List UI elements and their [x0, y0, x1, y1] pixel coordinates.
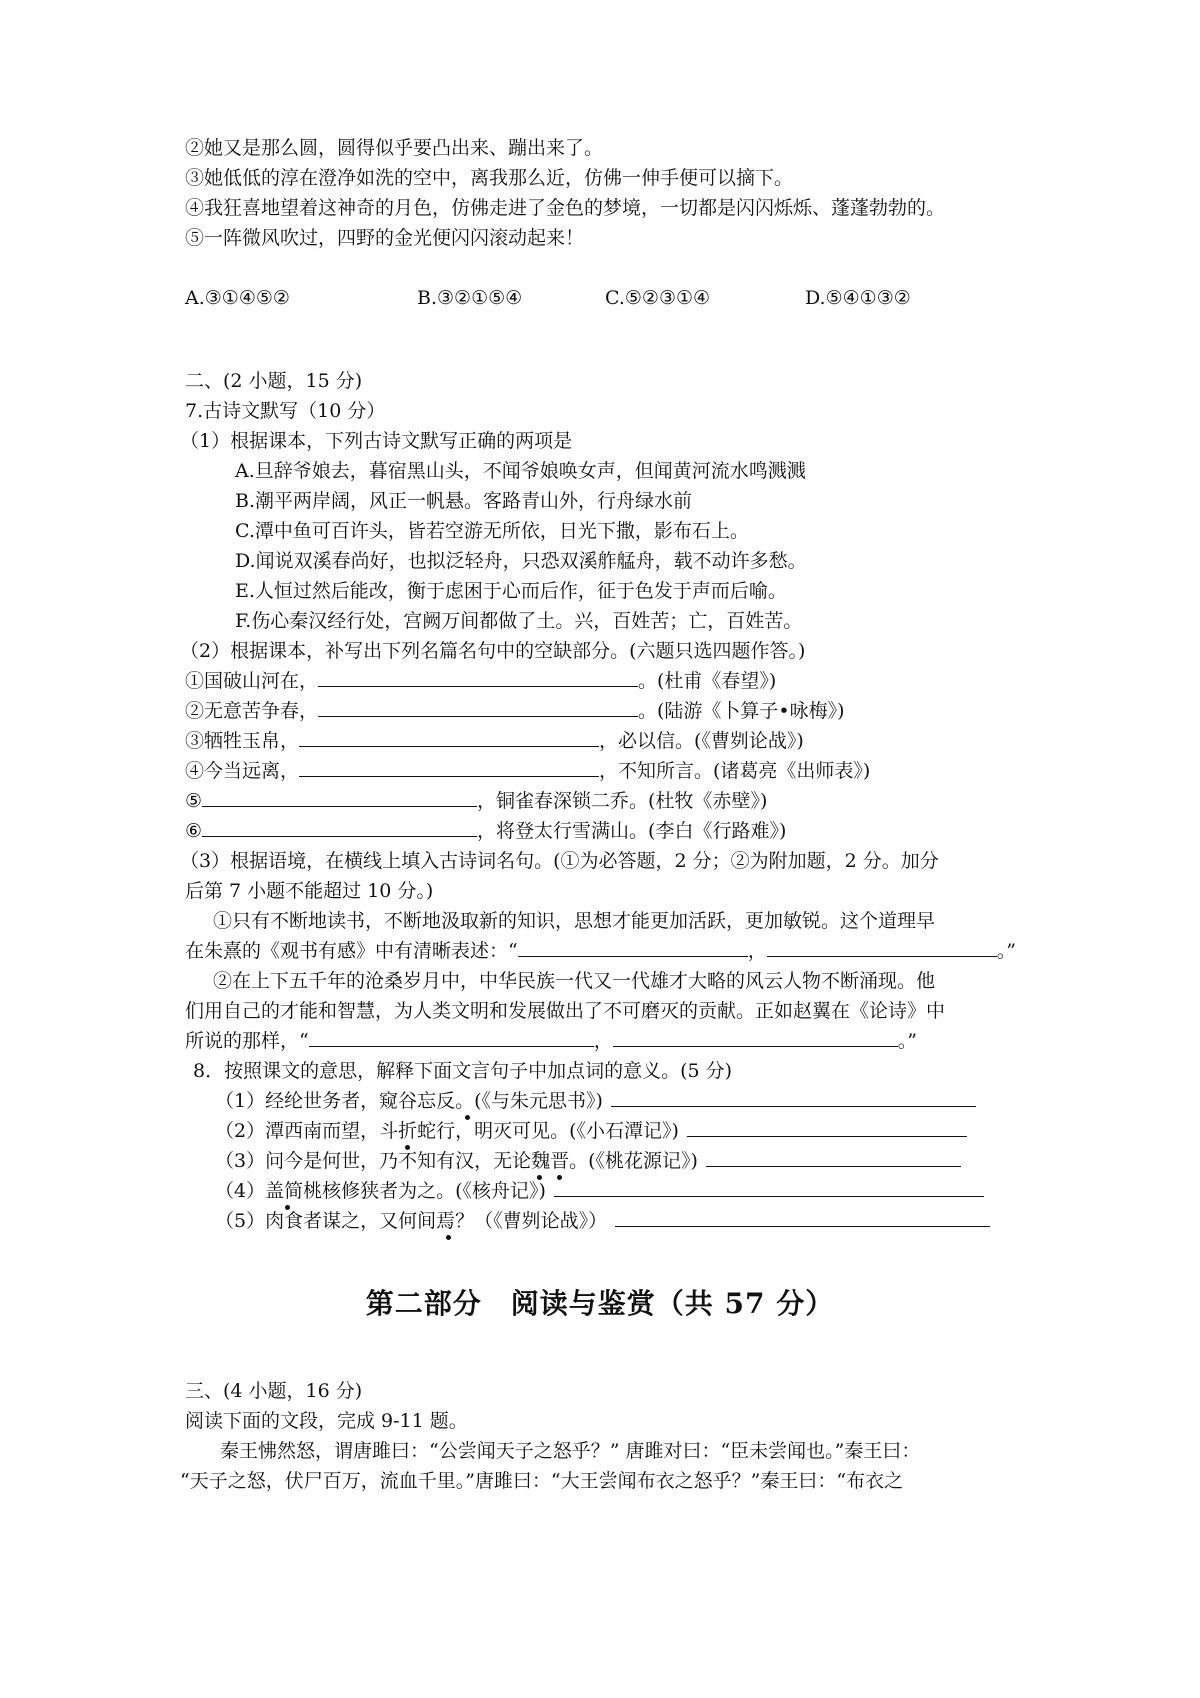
- passage-line-2: “天子之怒，伏尸百万，流血千里。”唐雎曰：“大王尝闻布衣之怒乎？”秦王曰：“布衣之: [180, 1470, 904, 1492]
- q7-2-prompt: （2）根据课本，补写出下列名篇名句中的空缺部分。(六题只选四题作答。): [180, 640, 806, 662]
- q8-item-4: （4）盖简桃核修狭者为之。(《核舟记》): [215, 1176, 984, 1206]
- q8-item-1: （1）经纶世务者，窥谷忘反。(《与朱元思书》): [215, 1086, 976, 1116]
- q8-title: 8．按照课文的意思，解释下面文言句子中加点词的意义。(5 分): [193, 1060, 733, 1082]
- q7-1-option-a[interactable]: A.旦辞爷娘去，暮宿黑山头，不闻爷娘唤女声，但闻黄河流水鸣溅溅: [235, 460, 806, 482]
- fill-item-1: ①国破山河在， 。(杜甫《春望》): [185, 666, 776, 696]
- q7-1-option-f[interactable]: F.伤心秦汉经行处，宫阙万间都做了土。兴，百姓苦；亡，百姓苦。: [235, 610, 803, 632]
- q7-1-option-d[interactable]: D.闻说双溪春尚好，也拟泛轻舟，只恐双溪舴艋舟，载不动许多愁。: [235, 550, 807, 572]
- q7-1-option-e[interactable]: E.人恒过然后能改，衡于虑困于心而后作，征于色发于声而后喻。: [235, 580, 787, 602]
- answer-blank[interactable]: [613, 1026, 898, 1047]
- fill-item-3: ③牺牲玉帛， ，必以信。(《曹刿论战》): [185, 726, 804, 756]
- emphasis-dot: [405, 1145, 410, 1150]
- q7-title: 7.古诗文默写（10 分）: [185, 400, 386, 422]
- q7-3-p2-line3: 所说的那样，“ ， 。”: [185, 1026, 917, 1056]
- q7-3-p2-line1: ②在上下五千年的沧桑岁月中，中华民族一代又一代雄才大略的风云人物不断涌现。他: [213, 970, 936, 992]
- sentence-5: ⑤一阵微风吹过，四野的金光便闪闪滚动起来！: [185, 227, 585, 249]
- q8-item-2: （2）潭西南而望，斗折蛇行，明灭可见。(《小石潭记》): [215, 1116, 967, 1146]
- option-a[interactable]: A.③①④⑤②: [185, 287, 290, 309]
- option-b[interactable]: B.③②①⑤④: [417, 287, 523, 309]
- answer-blank[interactable]: [202, 816, 477, 837]
- sentence-4: ④我狂喜地望着这神奇的月色，仿佛走进了金色的梦境，一切都是闪闪烁烁、蓬蓬勃勃的。: [185, 197, 946, 219]
- answer-blank[interactable]: [615, 1206, 990, 1227]
- q7-1-option-b[interactable]: B.潮平两岸阔，风正一帆悬。客路青山外，行舟绿水前: [235, 490, 693, 512]
- answer-blank[interactable]: [706, 1146, 961, 1167]
- fill-item-2: ②无意苦争春， 。(陆游《卜算子•咏梅》): [185, 696, 845, 726]
- answer-blank[interactable]: [299, 756, 599, 777]
- option-d[interactable]: D.⑤④①③②: [805, 287, 911, 309]
- q7-1-prompt: （1）根据课本，下列古诗文默写正确的两项是: [180, 430, 573, 452]
- emphasis-dot: [537, 1175, 542, 1180]
- option-c[interactable]: C.⑤②③①④: [605, 287, 711, 309]
- q7-3-p1-line1: ①只有不断地读书，不断地汲取新的知识，思想才能更加活跃，更加敏锐。这个道理早: [213, 910, 936, 932]
- passage-line-1: 秦王怫然怒，谓唐雎曰：“公尝闻天子之怒乎？” 唐雎对曰：“臣未尝闻也。”秦王曰：: [220, 1440, 921, 1462]
- sentence-3: ③她低低的淳在澄净如洗的空中，离我那么近，仿佛一伸手便可以摘下。: [185, 167, 794, 189]
- q7-3-p1-line2: 在朱熹的《观书有感》中有清晰表述：“ ， 。”: [185, 936, 1016, 966]
- emphasis-dot: [285, 1205, 290, 1210]
- answer-blank[interactable]: [318, 666, 638, 687]
- emphasis-dot: [465, 1115, 470, 1120]
- answer-blank[interactable]: [318, 696, 638, 717]
- answer-blank[interactable]: [687, 1116, 967, 1137]
- q7-1-option-c[interactable]: C.潭中鱼可百许头，皆若空游无所依，日光下撒，影布石上。: [235, 520, 749, 542]
- q8-item-5: （5）肉食者谋之，又何间焉？（《曹刿论战》）: [215, 1206, 990, 1236]
- emphasis-dot: [557, 1175, 562, 1180]
- section2-heading: 二、(2 小题，15 分): [185, 370, 363, 392]
- answer-blank[interactable]: [554, 1176, 984, 1197]
- part2-title: 第二部分 阅读与鉴赏（共 57 分）: [365, 1287, 835, 1320]
- order-options: [185, 253, 911, 313]
- q7-3-prompt-line1: （3）根据语境，在横线上填入古诗词名句。(①为必答题，2 分；②为附加题，2 分。加分: [180, 850, 939, 872]
- answer-blank[interactable]: [299, 726, 599, 747]
- section3-heading: 三、(4 小题，16 分): [185, 1380, 363, 1402]
- fill-item-4: ④今当远离， ，不知所言。(诸葛亮《出师表》): [185, 756, 870, 786]
- answer-blank[interactable]: [309, 1026, 594, 1047]
- q8-item-3: （3）问今是何世，乃不知有汉，无论魏晋。(《桃花源记》): [215, 1146, 961, 1176]
- section3-instruction: 阅读下面的文段，完成 9-11 题。: [185, 1410, 468, 1432]
- q7-3-p2-line2: 们用自己的才能和智慧，为人类文明和发展做出了不可磨灭的贡献。正如赵翼在《论诗》中: [185, 1000, 946, 1022]
- answer-blank[interactable]: [518, 936, 748, 957]
- q7-3-prompt-line2: 后第 7 小题不能超过 10 分。): [185, 880, 434, 902]
- answer-blank[interactable]: [611, 1086, 976, 1107]
- answer-blank[interactable]: [767, 936, 997, 957]
- fill-item-5: ⑤ ，铜雀春深锁二乔。(杜牧《赤壁》): [185, 786, 767, 816]
- sentence-2: ②她又是那么圆，圆得似乎要凸出来、蹦出来了。: [185, 137, 604, 159]
- answer-blank[interactable]: [202, 786, 477, 807]
- fill-item-6: ⑥ ，将登太行雪满山。(李白《行路难》): [185, 816, 786, 846]
- emphasis-dot: [446, 1235, 451, 1240]
